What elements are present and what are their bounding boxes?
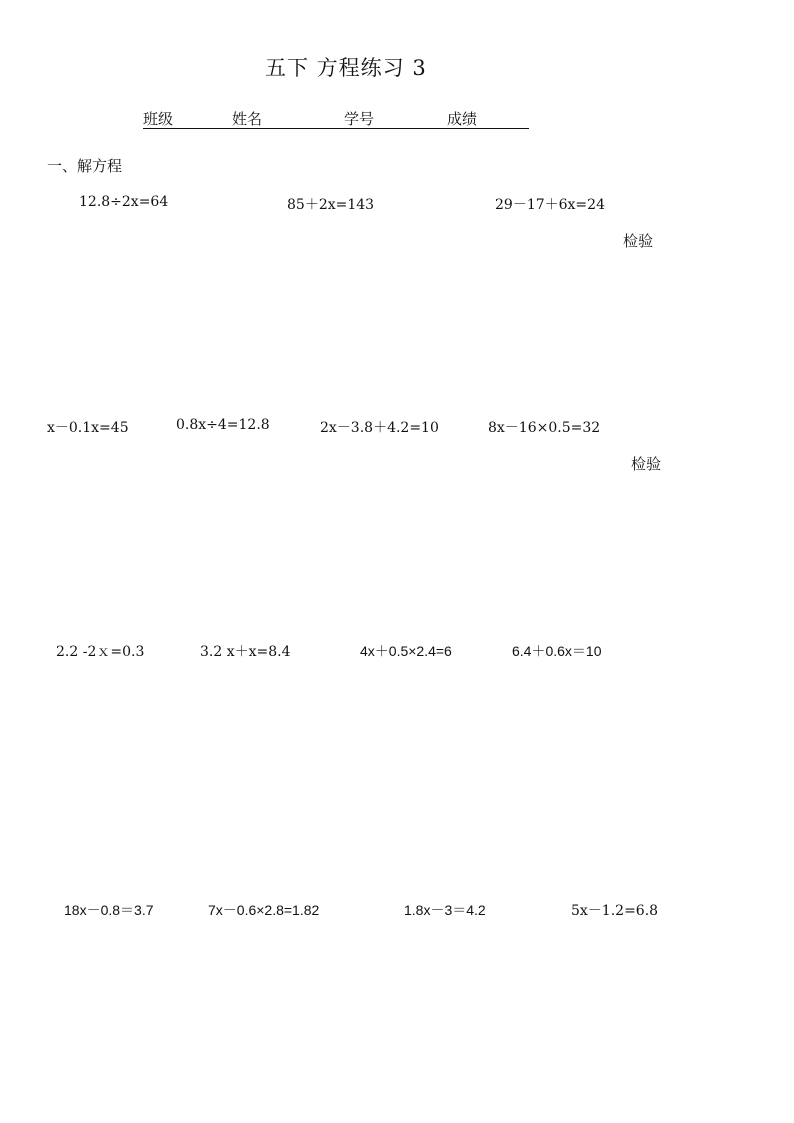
equation: 0.8x÷4=12.8 (176, 417, 270, 433)
equation: 2x－3.8＋4.2=10 (320, 420, 439, 436)
equation: 1.8x－3＝4.2 (404, 902, 486, 918)
name-label: 姓名 (232, 110, 263, 128)
equation: 6.4＋0.6x＝10 (512, 643, 602, 659)
equation: x－0.1x=45 (47, 420, 129, 436)
equation: 5x－1.2=6.8 (571, 903, 659, 919)
equation: 3.2 x＋x=8.4 (200, 644, 291, 660)
score-label: 成绩 (447, 110, 478, 128)
equation: 85＋2x=143 (287, 197, 375, 213)
section-heading: 一、解方程 (47, 157, 123, 175)
equation: 12.8÷2x=64 (79, 194, 169, 210)
equation: 7x－0.6×2.8=1.82 (208, 902, 320, 918)
check-label: 检验 (631, 455, 662, 473)
equation: 2.2 -2ｘ=0.3 (56, 644, 145, 660)
equation: 4x＋0.5×2.4=6 (360, 643, 452, 659)
check-label: 检验 (623, 232, 654, 250)
number-label: 学号 (344, 110, 375, 128)
equation: 8x－16×0.5=32 (488, 420, 601, 436)
equation: 29－17＋6x=24 (495, 197, 605, 213)
equation: 18x－0.8＝3.7 (64, 902, 154, 918)
class-label: 班级 (143, 110, 174, 128)
page-title: 五下 方程练习 3 (265, 56, 427, 80)
